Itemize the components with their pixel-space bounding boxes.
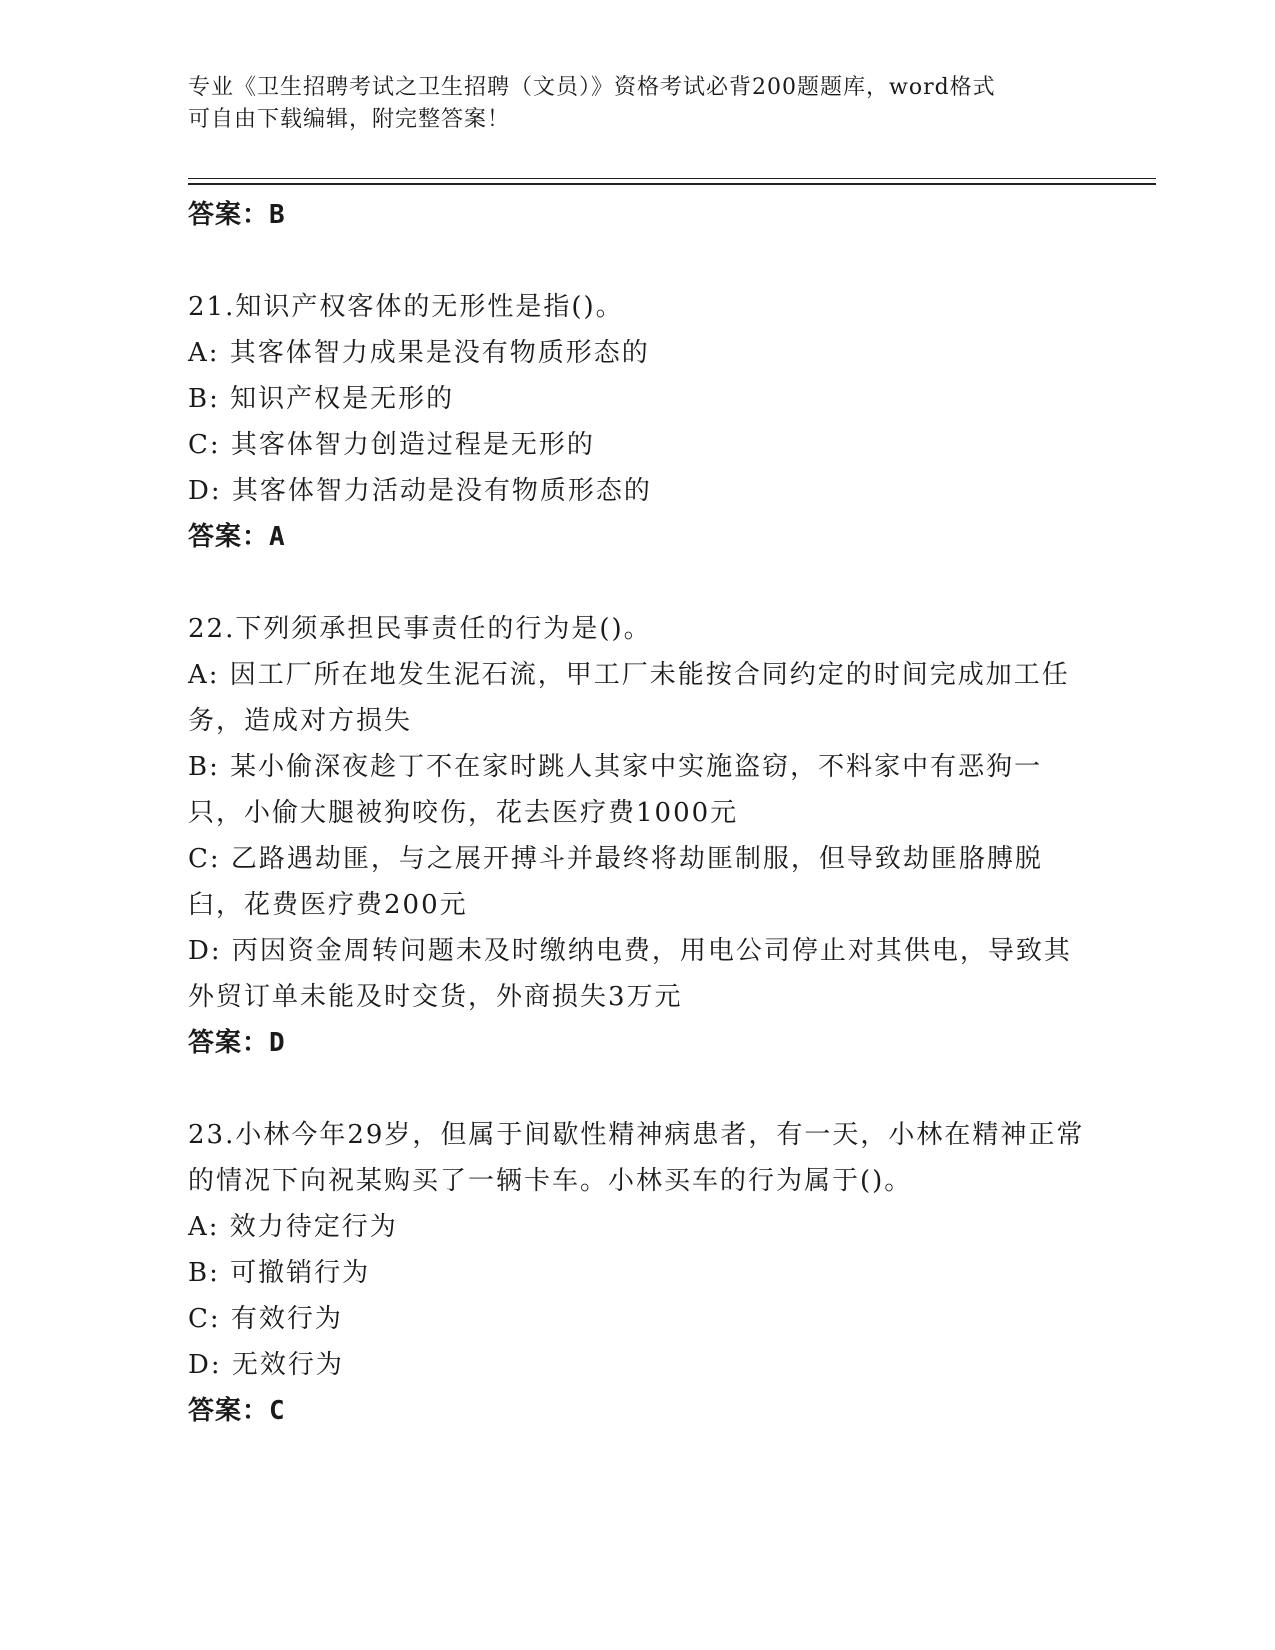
document-header: [188, 72, 1068, 136]
header-divider-thin: [188, 178, 1156, 179]
option-b: B: 可撤销行为: [188, 1258, 371, 1288]
option-b: B: 知识产权是无形的: [188, 384, 455, 414]
question-stem: 23.小林今年29岁，但属于间歇性精神病患者，有一天，小林在精神正常的情况下向祝某购买了一辆卡车。小林买车的行为属于()。: [188, 1120, 1085, 1196]
question-23: [188, 1112, 1088, 1434]
option-c: C: 乙路遇劫匪，与之展开搏斗并最终将劫匪制服，但导致劫匪胳膊脱臼，花费医疗费200元: [188, 844, 1043, 920]
question-stem: 22.下列须承担民事责任的行为是()。: [188, 614, 652, 644]
answer-line: 答案：A: [188, 522, 286, 552]
option-c: C: 有效行为: [188, 1304, 343, 1334]
question-22: [188, 606, 1088, 1066]
question-21: [188, 284, 1088, 560]
option-a: A: 因工厂所在地发生泥石流，甲工厂未能按合同约定的时间完成加工任务，造成对方损失: [188, 660, 1070, 736]
question-list: [188, 188, 1088, 1434]
option-d: D: 丙因资金周转问题未及时缴纳电费，用电公司停止对其供电，导致其外贸订单未能及时交货，外商损失3万元: [188, 936, 1072, 1012]
option-b: B: 某小偷深夜趁丁不在家时跳人其家中实施盗窃，不料家中有恶狗一只，小偷大腿被狗咬伤，花去医疗费1000元: [188, 752, 1043, 828]
option-a: A: 其客体智力成果是没有物质形态的: [188, 338, 650, 368]
answer-line: 答案：D: [188, 1028, 286, 1058]
option-d: D: 无效行为: [188, 1350, 344, 1380]
header-divider-thick: [188, 183, 1156, 185]
option-a: A: 效力待定行为: [188, 1212, 398, 1242]
header-line-2: 可自由下载编辑，附完整答案！: [188, 107, 511, 132]
answer-line: 答案：C: [188, 1396, 286, 1426]
answer-line: 答案：B: [188, 200, 286, 230]
header-line-1: 专业《卫生招聘考试之卫生招聘（文员）》资格考试必背200题题库，word格式: [188, 75, 996, 100]
option-c: C: 其客体智力创造过程是无形的: [188, 430, 595, 460]
question-stem: 21.知识产权客体的无形性是指()。: [188, 292, 624, 322]
option-d: D: 其客体智力活动是没有物质形态的: [188, 476, 652, 506]
